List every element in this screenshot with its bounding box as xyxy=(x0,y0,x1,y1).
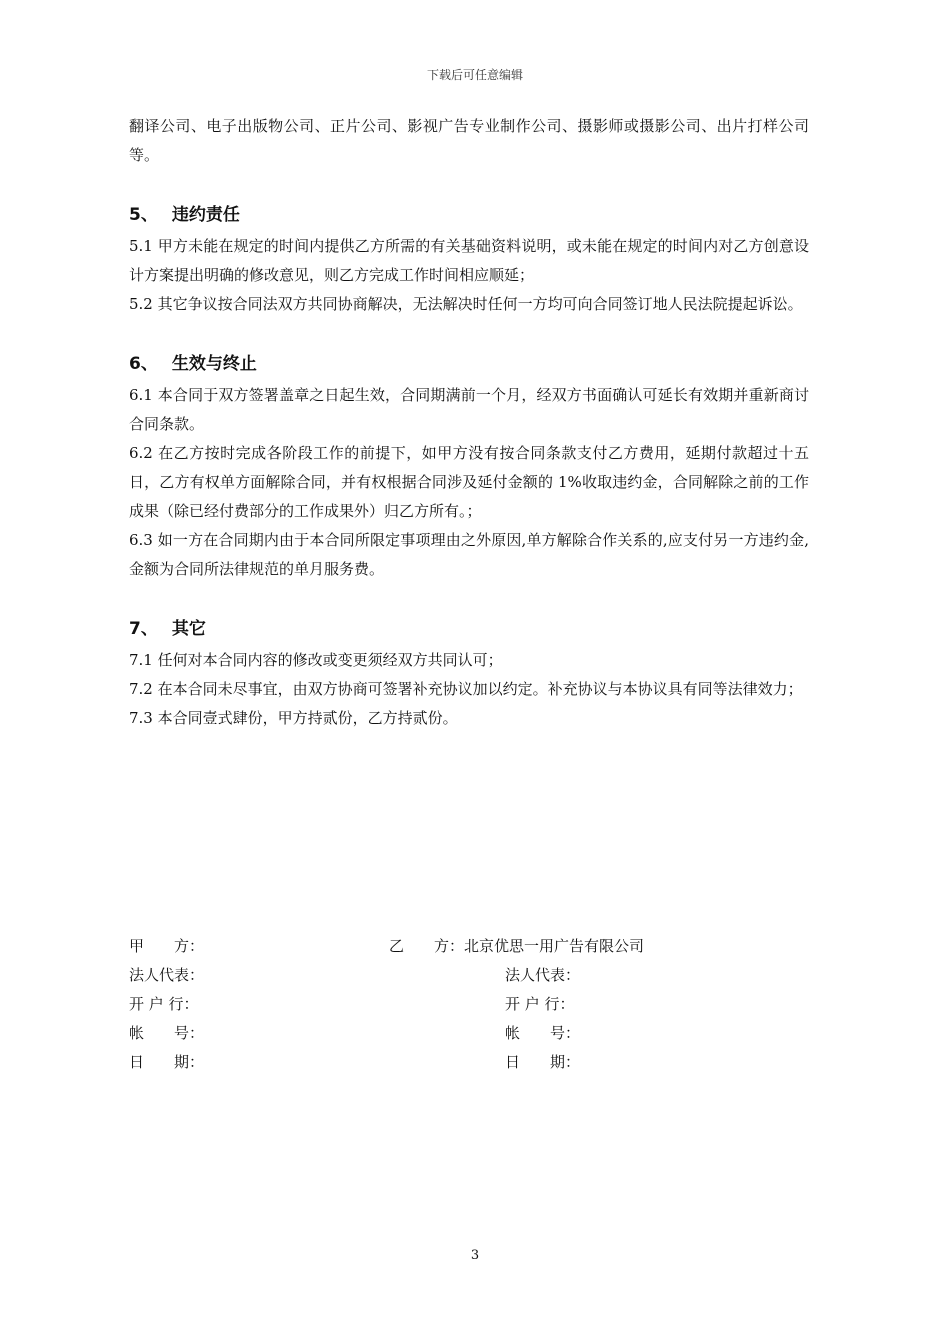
signature-row-date xyxy=(129,1048,829,1077)
section-heading xyxy=(129,349,809,379)
section-number: 7、 xyxy=(129,619,158,639)
page-number: 3 xyxy=(470,1248,480,1263)
clause-6-3: 6.3 如一方在合同期内由于本合同所限定事项理由之外原因,单方解除合作关系的,应支付另一方违约金,金额为合同所法律规范的单月服务费。 xyxy=(129,531,809,578)
party-a-legal-rep-label: 法人代表： xyxy=(129,966,205,984)
clause-6-1: 6.1 本合同于双方签署盖章之日起生效，合同期满前一个月，经双方书面确认可延长有效期并重新商讨合同条款。 xyxy=(129,386,809,433)
party-b-bank-label: 开 户 行： xyxy=(505,995,575,1013)
signature-block xyxy=(129,932,829,1077)
section-number: 6、 xyxy=(129,354,158,374)
section-others xyxy=(129,614,809,733)
section-heading xyxy=(129,614,809,644)
clause-5-1: 5.1 甲方未能在规定的时间内提供乙方所需的有关基础资料说明，或未能在规定的时间内对乙方创意设计方案提出明确的修改意见，则乙方完成工作时间相应顺延； xyxy=(129,237,809,284)
party-a-label: 甲 方： xyxy=(129,937,205,955)
clause-7-3: 7.3 本合同壹式肆份，甲方持贰份，乙方持贰份。 xyxy=(129,709,458,727)
signature-row-account xyxy=(129,1019,829,1048)
party-b-date-label: 日 期： xyxy=(505,1053,581,1071)
section-breach-liability xyxy=(129,200,809,319)
clause-7-1: 7.1 任何对本合同内容的修改或变更须经双方共同认可； xyxy=(129,651,503,669)
clause-7-2: 7.2 在本合同未尽事宜，由双方协商可签署补充协议加以约定。补充协议与本协议具有同等法律效力； xyxy=(129,680,803,698)
document-body xyxy=(129,112,809,733)
party-b-label: 乙 方：北京优思一用广告有限公司 xyxy=(389,937,645,955)
signature-row-bank xyxy=(129,990,829,1019)
section-heading xyxy=(129,200,809,230)
header-note: 下载后可任意编辑 xyxy=(426,68,523,82)
section-title: 其它 xyxy=(171,619,206,639)
clause-6-2: 6.2 在乙方按时完成各阶段工作的前提下，如甲方没有按合同条款支付乙方费用，延期付款超过十五日，乙方有权单方面解除合同，并有权根据合同涉及延付金额的 1%收取违约金，合同解除之前的工作成果（除已经付费部分的工作成果外）归乙方所有。； xyxy=(129,444,809,520)
section-title: 违约责任 xyxy=(171,205,240,225)
party-b-legal-rep-label: 法人代表： xyxy=(505,966,581,984)
party-a-date-label: 日 期： xyxy=(129,1053,205,1071)
intro-paragraph: 翻译公司、电子出版物公司、正片公司、影视广告专业制作公司、摄影师或摄影公司、出片打样公司等。 xyxy=(129,117,809,164)
section-number: 5、 xyxy=(129,205,158,225)
section-effect-termination xyxy=(129,349,809,584)
signature-row-legal-rep xyxy=(129,961,829,990)
signature-row-parties xyxy=(129,932,829,961)
section-title: 生效与终止 xyxy=(171,354,257,374)
party-b-account-label: 帐 号： xyxy=(505,1024,581,1042)
party-a-account-label: 帐 号： xyxy=(129,1024,205,1042)
party-a-bank-label: 开 户 行： xyxy=(129,995,199,1013)
clause-5-2: 5.2 其它争议按合同法双方共同协商解决，无法解决时任何一方均可向合同签订地人民法院提起诉讼。 xyxy=(129,295,803,313)
